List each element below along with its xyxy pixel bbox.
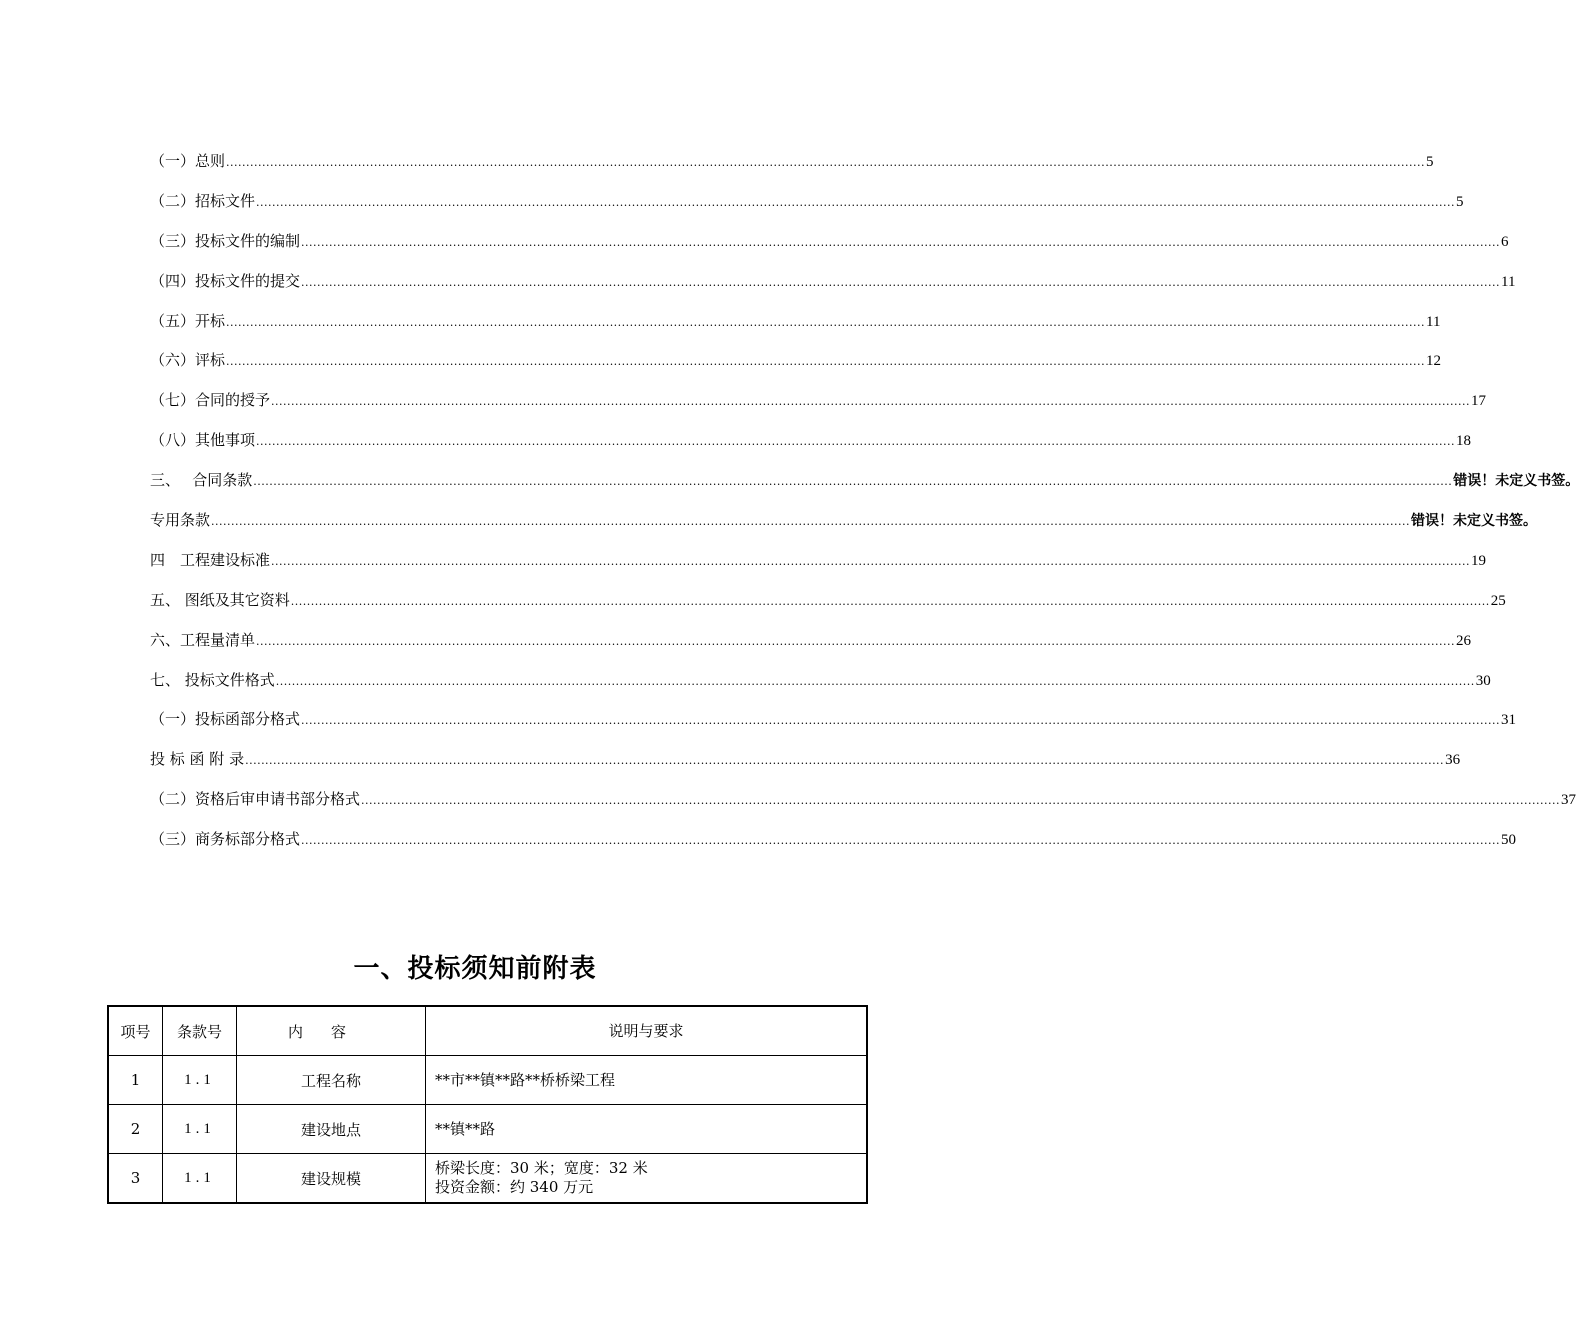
item-description xyxy=(426,1154,868,1204)
toc-entry-label: 六、工程量清单 xyxy=(150,630,256,649)
toc-entry-label: （六）评标 xyxy=(150,351,226,370)
toc-entry-label: （三）商务标部分格式 xyxy=(150,830,301,849)
table-row xyxy=(108,1056,867,1105)
item-content: 工程名称 xyxy=(237,1056,426,1105)
toc-entry-page: 18 xyxy=(1456,433,1471,450)
toc-entry-page: 5 xyxy=(1456,193,1464,210)
toc-entry-page: 37 xyxy=(1561,792,1576,809)
toc-entry-page: 26 xyxy=(1456,632,1471,649)
toc-leader-dots: ............................................................................................................................................................................................................................................................................................................ xyxy=(290,594,1490,608)
toc-entry[interactable] xyxy=(150,629,1471,669)
toc-entry-label: 三、 合同条款 xyxy=(150,471,253,490)
toc-entry[interactable] xyxy=(150,788,1576,828)
table-row xyxy=(108,1105,867,1154)
toc-leader-dots: ............................................................................................................................................................................................................................................................................................................ xyxy=(226,355,1425,369)
toc-entry-page: 19 xyxy=(1471,552,1486,569)
toc-entry-label: （一）总则 xyxy=(150,152,226,170)
table-of-contents xyxy=(150,150,1579,868)
toc-leader-dots: ............................................................................................................................................................................................................................................................................................................ xyxy=(226,156,1425,169)
toc-leader-dots: ............................................................................................................................................................................................................................................................................................................ xyxy=(301,275,1500,289)
toc-entry-page: 36 xyxy=(1445,752,1461,769)
table-row xyxy=(108,1154,867,1204)
toc-leader-dots: ............................................................................................................................................................................................................................................................................................................ xyxy=(271,395,1470,409)
toc-entry[interactable] xyxy=(150,748,1461,788)
section-title: 一、投标须知前附表 xyxy=(353,954,597,984)
toc-entry[interactable] xyxy=(150,708,1516,748)
toc-leader-dots: ............................................................................................................................................................................................................................................................................................................ xyxy=(301,714,1500,728)
item-description xyxy=(426,1056,868,1105)
toc-entry-page-error: 错误！未定义书签。 xyxy=(1411,513,1537,530)
header-item-number: 项号 xyxy=(108,1006,163,1056)
item-number: 2 xyxy=(108,1105,163,1154)
toc-entry-label: （七）合同的授予 xyxy=(150,391,271,410)
toc-entry-page-error: 错误！未定义书签。 xyxy=(1453,473,1579,490)
clause-number: 1.1 xyxy=(163,1154,237,1204)
toc-entry[interactable] xyxy=(150,389,1486,429)
toc-entry-page: 5 xyxy=(1426,154,1434,170)
tender-notice-table xyxy=(107,1005,868,1204)
header-description: 说明与要求 xyxy=(426,1006,868,1056)
toc-entry[interactable] xyxy=(150,828,1516,868)
toc-entry-page: 6 xyxy=(1501,233,1509,250)
header-clause-number: 条款号 xyxy=(163,1006,237,1056)
toc-entry-label: （八）其他事项 xyxy=(150,431,256,450)
toc-entry[interactable] xyxy=(150,669,1491,709)
toc-entry[interactable] xyxy=(150,270,1516,310)
toc-leader-dots: ............................................................................................................................................................................................................................................................................................................ xyxy=(301,834,1500,848)
toc-entry-page: 17 xyxy=(1471,393,1486,410)
toc-entry-label: （二）招标文件 xyxy=(150,191,256,210)
toc-entry-label: 专用条款 xyxy=(150,511,211,530)
clause-number: 1.1 xyxy=(163,1105,237,1154)
toc-entry[interactable] xyxy=(150,150,1434,190)
toc-leader-dots: ............................................................................................................................................................................................................................................................................................................ xyxy=(275,674,1475,688)
toc-entry-label: 四 工程建设标准 xyxy=(150,550,271,569)
toc-leader-dots: ............................................................................................................................................................................................................................................................................................................ xyxy=(211,515,1410,529)
toc-leader-dots: ............................................................................................................................................................................................................................................................................................................ xyxy=(271,554,1470,568)
toc-entry-label: （二）资格后审申请书部分格式 xyxy=(150,790,361,809)
toc-entry[interactable] xyxy=(150,549,1486,589)
item-content: 建设规模 xyxy=(237,1154,426,1204)
toc-leader-dots: ............................................................................................................................................................................................................................................................................................................ xyxy=(301,235,1500,249)
description-line: **市**镇**路**桥桥梁工程 xyxy=(435,1070,616,1089)
description-line: 投资金额：约 340 万元 xyxy=(435,1178,594,1196)
toc-entry-label: （一）投标函部分格式 xyxy=(150,710,301,729)
toc-entry-label: 投 标 函 附 录 xyxy=(150,750,245,769)
toc-entry-page: 25 xyxy=(1490,592,1506,609)
toc-entry[interactable] xyxy=(150,429,1471,469)
toc-entry-page: 50 xyxy=(1501,832,1516,849)
toc-leader-dots: ............................................................................................................................................................................................................................................................................................................ xyxy=(226,315,1425,329)
toc-leader-dots: ............................................................................................................................................................................................................................................................................................................ xyxy=(256,634,1455,648)
toc-entry-page: 31 xyxy=(1501,712,1516,729)
toc-entry[interactable] xyxy=(150,230,1509,270)
toc-leader-dots: ............................................................................................................................................................................................................................................................................................................ xyxy=(256,195,1455,209)
toc-leader-dots: ............................................................................................................................................................................................................................................................................................................ xyxy=(256,435,1455,449)
description-line: **镇**路 xyxy=(435,1119,496,1138)
toc-leader-dots: ............................................................................................................................................................................................................................................................................................................ xyxy=(245,754,1445,768)
header-content: 内容 xyxy=(237,1006,426,1056)
item-content: 建设地点 xyxy=(237,1105,426,1154)
toc-entry-label: 七、 投标文件格式 xyxy=(150,670,275,689)
toc-entry-label: （五）开标 xyxy=(150,311,226,330)
toc-leader-dots: ............................................................................................................................................................................................................................................................................................................ xyxy=(361,794,1560,808)
description-line: 桥梁长度：30 米；宽度：32 米 xyxy=(435,1159,648,1177)
table-header-row xyxy=(108,1006,867,1056)
toc-entry[interactable] xyxy=(150,469,1579,509)
item-number: 1 xyxy=(108,1056,163,1105)
toc-entry[interactable] xyxy=(150,589,1506,629)
toc-entry-page: 12 xyxy=(1426,353,1441,370)
toc-entry-page: 30 xyxy=(1475,672,1491,689)
item-number: 3 xyxy=(108,1154,163,1204)
toc-entry-page: 11 xyxy=(1501,273,1516,290)
toc-entry[interactable] xyxy=(150,349,1441,389)
item-description xyxy=(426,1105,868,1154)
toc-entry-label: （四）投标文件的提交 xyxy=(150,271,301,290)
clause-number: 1.1 xyxy=(163,1056,237,1105)
toc-entry-label: 五、 图纸及其它资料 xyxy=(150,590,290,609)
toc-entry-page: 11 xyxy=(1426,313,1441,330)
toc-entry-label: （三）投标文件的编制 xyxy=(150,231,301,250)
toc-entry[interactable] xyxy=(150,190,1464,230)
toc-leader-dots: ............................................................................................................................................................................................................................................................................................................ xyxy=(253,475,1453,489)
toc-entry[interactable] xyxy=(150,310,1441,350)
toc-entry[interactable] xyxy=(150,509,1537,549)
